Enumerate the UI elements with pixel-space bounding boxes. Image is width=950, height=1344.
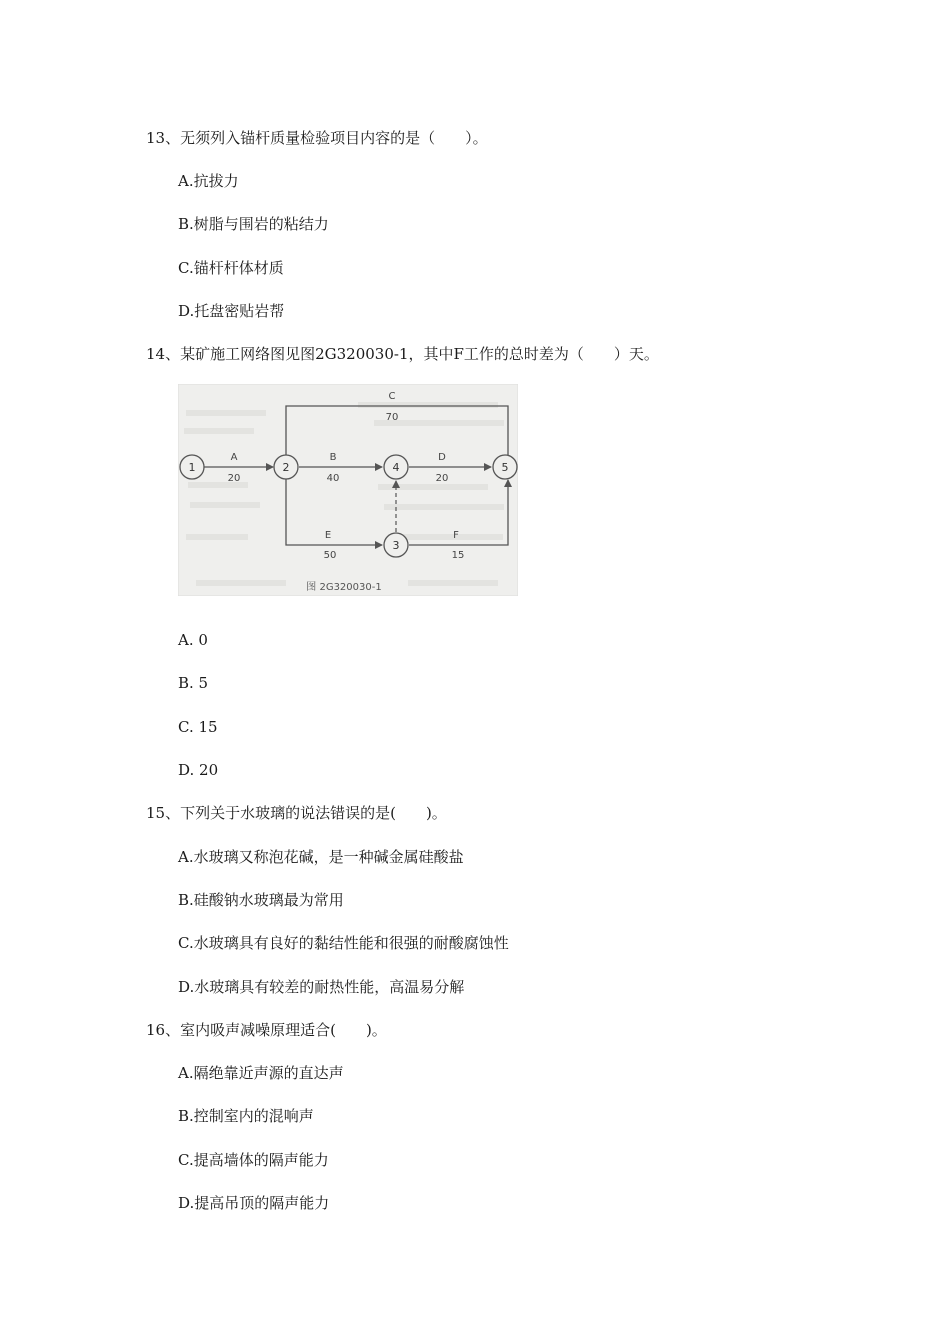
activity-a-label: A	[230, 452, 238, 463]
node-1	[180, 455, 204, 479]
question-16-option-c: C.提高墙体的隔声能力	[178, 1151, 329, 1169]
activity-b-label: B	[329, 452, 337, 463]
question-14-option-a: A. 0	[178, 631, 208, 649]
question-13-option-c: C.锚杆杆体材质	[178, 259, 284, 277]
activity-e-label: E	[324, 530, 332, 541]
svg-text:3: 3	[392, 539, 400, 552]
question-14-option-b: B. 5	[178, 674, 209, 692]
svg-text:5: 5	[501, 461, 509, 474]
question-13-option-a: A.抗拔力	[178, 172, 239, 190]
activity-d-duration: 20	[435, 473, 449, 484]
question-14-option-d: D. 20	[178, 761, 219, 779]
node-3	[384, 533, 408, 557]
question-15-option-a: A.水玻璃又称泡花碱，是一种碱金属硅酸盐	[178, 848, 464, 866]
question-15-stem: 15、下列关于水玻璃的说法错误的是( )。	[146, 804, 447, 822]
svg-text:4: 4	[392, 461, 400, 474]
question-13-option-b: B.树脂与围岩的粘结力	[178, 215, 329, 233]
node-2	[274, 455, 298, 479]
question-14-stem: 14、某矿施工网络图见图2G320030-1，其中F工作的总时差为（ ）天。	[146, 345, 659, 363]
question-15-option-d: D.水玻璃具有较差的耐热性能，高温易分解	[178, 978, 465, 996]
network-diagram-figure	[178, 384, 518, 596]
question-16-option-b: B.控制室内的混响声	[178, 1107, 314, 1125]
node-5	[493, 455, 517, 479]
question-16-option-a: A.隔绝靠近声源的直达声	[178, 1064, 344, 1082]
question-13-option-d: D.托盘密贴岩帮	[178, 302, 285, 320]
figure-caption: 图 2G320030-1	[306, 582, 382, 593]
svg-text:2: 2	[282, 461, 290, 474]
activity-d-label: D	[438, 452, 446, 463]
question-15-option-b: B.硅酸钠水玻璃最为常用	[178, 891, 344, 909]
node-4	[384, 455, 408, 479]
svg-text:1: 1	[188, 461, 196, 474]
activity-c-label: C	[388, 391, 396, 402]
question-13-stem: 13、无须列入锚杆质量检验项目内容的是（ ）。	[146, 129, 488, 147]
question-14-option-c: C. 15	[178, 718, 218, 736]
network-diagram	[178, 384, 518, 596]
activity-a-duration: 20	[227, 473, 241, 484]
activity-e-duration: 50	[323, 550, 337, 561]
activity-f-label: F	[453, 530, 459, 541]
question-15-option-c: C.水玻璃具有良好的黏结性能和很强的耐酸腐蚀性	[178, 934, 509, 952]
activity-b-duration: 40	[326, 473, 340, 484]
activity-c-duration: 70	[385, 412, 399, 423]
question-16-stem: 16、室内吸声减噪原理适合( )。	[146, 1021, 387, 1039]
activity-f-duration: 15	[451, 550, 465, 561]
question-16-option-d: D.提高吊顶的隔声能力	[178, 1194, 330, 1212]
